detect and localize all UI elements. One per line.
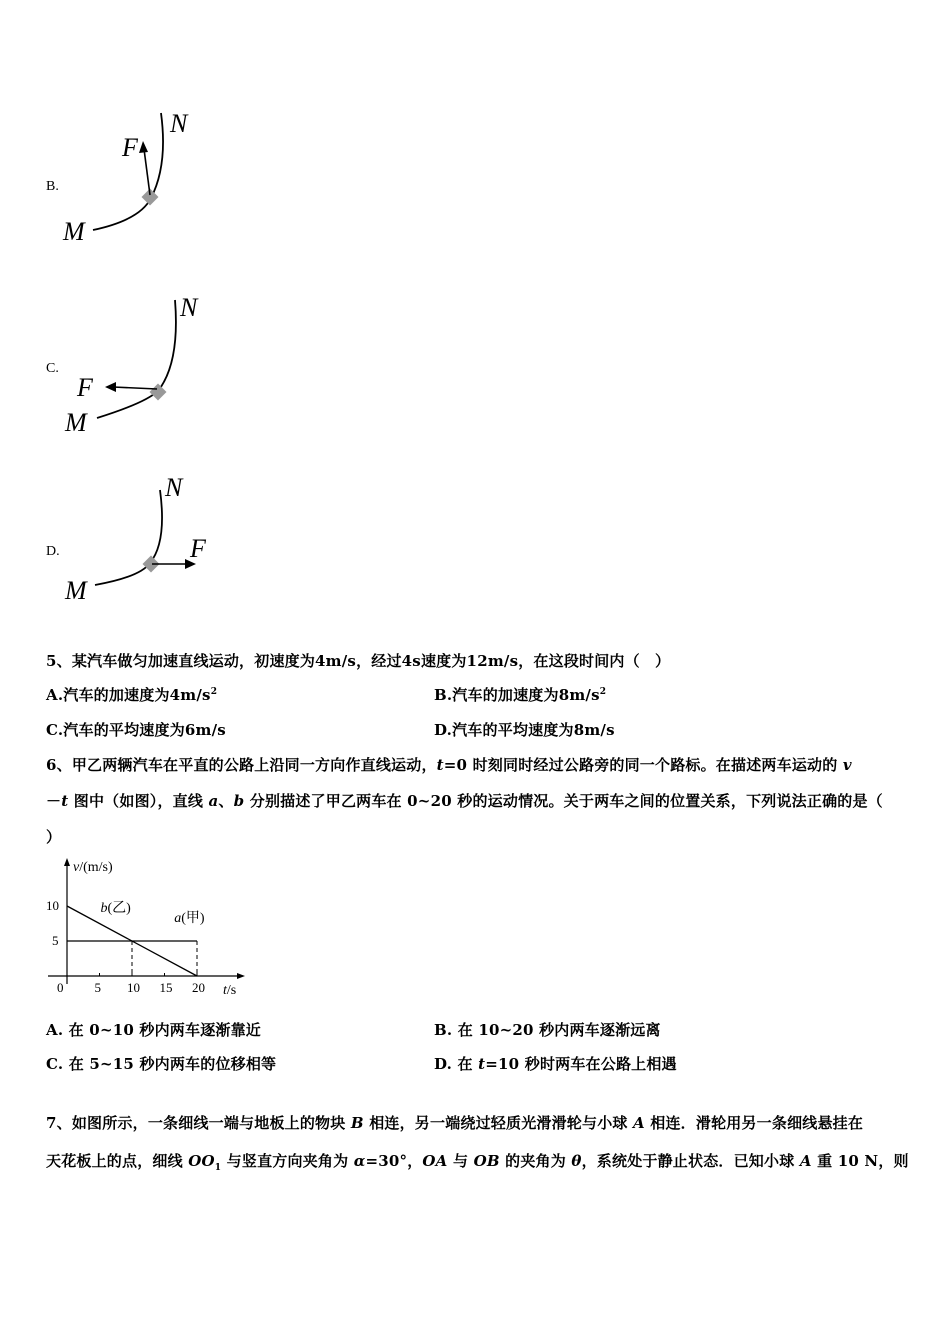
q6-stem-line2: －t 图中（如图），直线 a、b 分别描述了甲乙两车在 0~20 秒的运动情况。关于两车之间的位置关系，下列说法正确的是（ [46,792,883,810]
q5-stem: 5、某汽车做匀加速直线运动，初速度为4m/s，经过4s速度为12m/s，在这段时间内（ ） [46,652,671,670]
q5-option-b[interactable]: B.汽车的加速度为$8m/s^2$ [434,686,607,704]
force-arrow-head [105,382,116,392]
diagram-option-d [55,472,225,612]
y-axis-label: v/(m/s) [73,860,113,875]
x-tick-label: 0 [57,980,64,995]
q7-stem-line1: 7、如图所示，一条细线一端与地板上的物块 B 相连，另一端绕过轻质光滑滑轮与小球 A 相连．滑轮用另一条细线悬挂在 [46,1114,864,1132]
force-arrow [144,149,150,195]
trajectory-curve [93,113,163,230]
q6-options-row2 [46,1053,910,1074]
q6-option-b[interactable]: B. 在 10~20 秒内两车逐渐远离 [434,1021,661,1039]
x-axis-label: t/s [223,983,237,998]
q6-stem-line1: 6、甲乙两辆汽车在平直的公路上沿同一方向作直线运动，t=0 时刻同时经过公路旁的同一个路标。在描述两车运动的 v [46,756,852,774]
option-c-label: C. [46,361,59,376]
label-m: M [65,576,87,605]
series-label-b: b(乙) [100,901,131,916]
q6-option-a[interactable]: A. 在 0~10 秒内两车逐渐靠近 [46,1021,262,1039]
label-n: N [170,109,188,138]
label-m: M [65,408,87,437]
x-axis-arrow [237,973,245,979]
label-n: N [165,473,183,502]
q6-stem-line3: ） [46,828,62,846]
q5-option-c[interactable]: C.汽车的平均速度为6m/s [46,721,226,739]
label-m: M [63,217,85,245]
q6-options-row1 [46,1019,910,1040]
diagram-option-b [55,105,205,245]
x-tick-label: 10 [127,980,140,995]
label-f: F [122,133,138,162]
x-tick-label: 15 [159,980,173,995]
q6-option-d[interactable]: D. 在 t=10 秒时两车在公路上相遇 [434,1055,677,1073]
option-b-label: B. [46,179,59,194]
option-d-label: D. [46,544,60,559]
force-arrow-head [139,141,148,153]
series-label-a: a(甲) [174,911,205,927]
x-tick-label: 5 [94,980,101,995]
q5-options-row2 [46,719,910,740]
y-tick-label: 10 [46,898,59,913]
force-arrow [113,387,157,389]
q5-options-row1 [46,684,910,705]
q5-option-a[interactable]: A.汽车的加速度为$4m/s^2$ [46,686,218,704]
object-block [150,384,167,401]
label-n: N [180,293,198,322]
label-f: F [190,534,206,563]
y-axis-arrow [64,858,70,866]
vt-chart [40,853,260,1003]
q7-stem-line2: 天花板上的点，细线 $OO_1$ 与竖直方向夹角为 α=30°，OA 与 OB 的夹角为 θ，系统处于静止状态．已知小球 A 重 10 N，则 [46,1152,909,1173]
trajectory-curve [97,300,176,418]
y-tick-label: 5 [52,933,59,948]
q6-option-c[interactable]: C. 在 5~15 秒内两车的位移相等 [46,1055,277,1073]
label-f: F [77,373,93,402]
diagram-option-c [55,288,215,438]
x-tick-label: 20 [192,980,205,995]
q5-option-d[interactable]: D.汽车的平均速度为8m/s [434,721,615,739]
